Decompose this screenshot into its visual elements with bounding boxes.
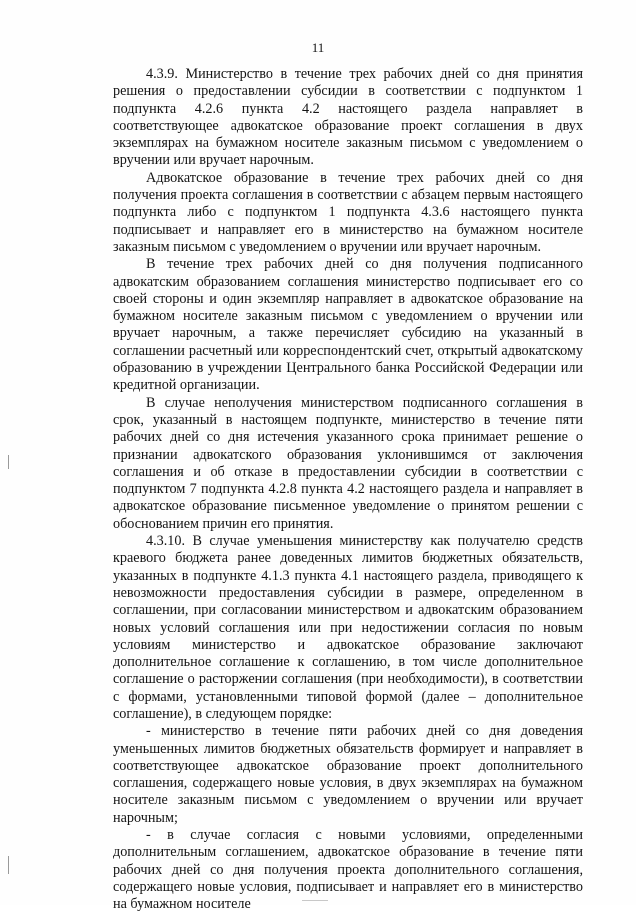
scan-edge-mark	[8, 455, 9, 469]
paragraph-signing-by-ministry: В течение трех рабочих дней со дня получения подписанного адвокатским образованием соглашения министерство подписывает его со своей стороны и один экземпляр направляет в адвокатское образование на бумажном носителе заказным письмом с уведомлением о вручении или вручает нарочным, а также перечисляет субсидию на указанный в соглашении расчетный или корреспондентский счет, открытый адвокатскому образованию в учреждении Центрального банка Российской Федерации или кредитной организации.	[113, 256, 583, 394]
paragraph-signing-by-advocate-formation: Адвокатское образование в течение трех рабочих дней со дня получения проекта соглашения в соответствии с абзацем первым настоящего подпункта либо с подпунктом 1 подпункта 4.3.6 настоящего пункта подписывает и направляет его в министерство на бумажном носителе заказным письмом с уведомлением о вручении или вручает нарочным.	[113, 169, 583, 255]
paragraph-4-3-9: 4.3.9. Министерство в течение трех рабочих дней со дня принятия решения о предоставлении субсидии в соответствии с подпунктом 1 подпункта 4.2.6 пункта 4.2 настоящего раздела направляет в соответствующее адвокатское образование проект соглашения в двух экземплярах на бумажном носителе заказным письмом с уведомлением о вручении или вручает нарочным.	[113, 66, 583, 169]
scan-edge-mark	[8, 856, 9, 874]
list-item-consent: - в случае согласия с новыми условиями, определенными дополнительным соглашением, адвокатское образование в течение пяти рабочих дней со дня получения проекта дополнительного соглашения, содержащего новые условия, подписывает и направляет его в министерство на бумажном носителе	[113, 827, 583, 913]
document-body	[113, 66, 583, 914]
list-item-ministry-sends: - министерство в течение пяти рабочих дней со дня доведения уменьшенных лимитов бюджетных обязательств формирует и направляет в соответствующее адвокатское образование проект дополнительного соглашения, содержащего новые условия, в двух экземплярах на бумажном носителе заказным письмом с уведомлением о вручении или вручает нарочным;	[113, 723, 583, 826]
scan-artifact	[302, 900, 328, 901]
page-number: 11	[311, 40, 325, 55]
paragraph-4-3-10: 4.3.10. В случае уменьшения министерству как получателю средств краевого бюджета ранее доведенных лимитов бюджетных обязательств, указанных в подпункте 4.1.3 пункта 4.1 настоящего раздела, приводящего к невозможности предоставления субсидии в размере, определенном в соглашении, при согласовании министерством и адвокатским образованием новых условий соглашения или при недостижении согласия по новым условиям министерство и адвокатское образование заключают дополнительное соглашение к соглашению, в том числе дополнительное соглашение о расторжении соглашения (при необходимости), в соответствии с формами, установленными типовой формой (далее – дополнительное соглашение), в следующем порядке:	[113, 533, 583, 722]
paragraph-non-receipt: В случае неполучения министерством подписанного соглашения в срок, указанный в настоящем подпункте, министерство в течение пяти рабочих дней со дня истечения указанного срока принимает решение о признании адвокатского образования уклонившимся от заключения соглашения и об отказе в предоставлении субсидии в соответствии с подпунктом 7 подпункта 4.2.8 пункта 4.2 настоящего раздела и направляет в адвокатское образование письменное уведомление о принятом решении с обоснованием причин его принятия.	[113, 394, 583, 532]
